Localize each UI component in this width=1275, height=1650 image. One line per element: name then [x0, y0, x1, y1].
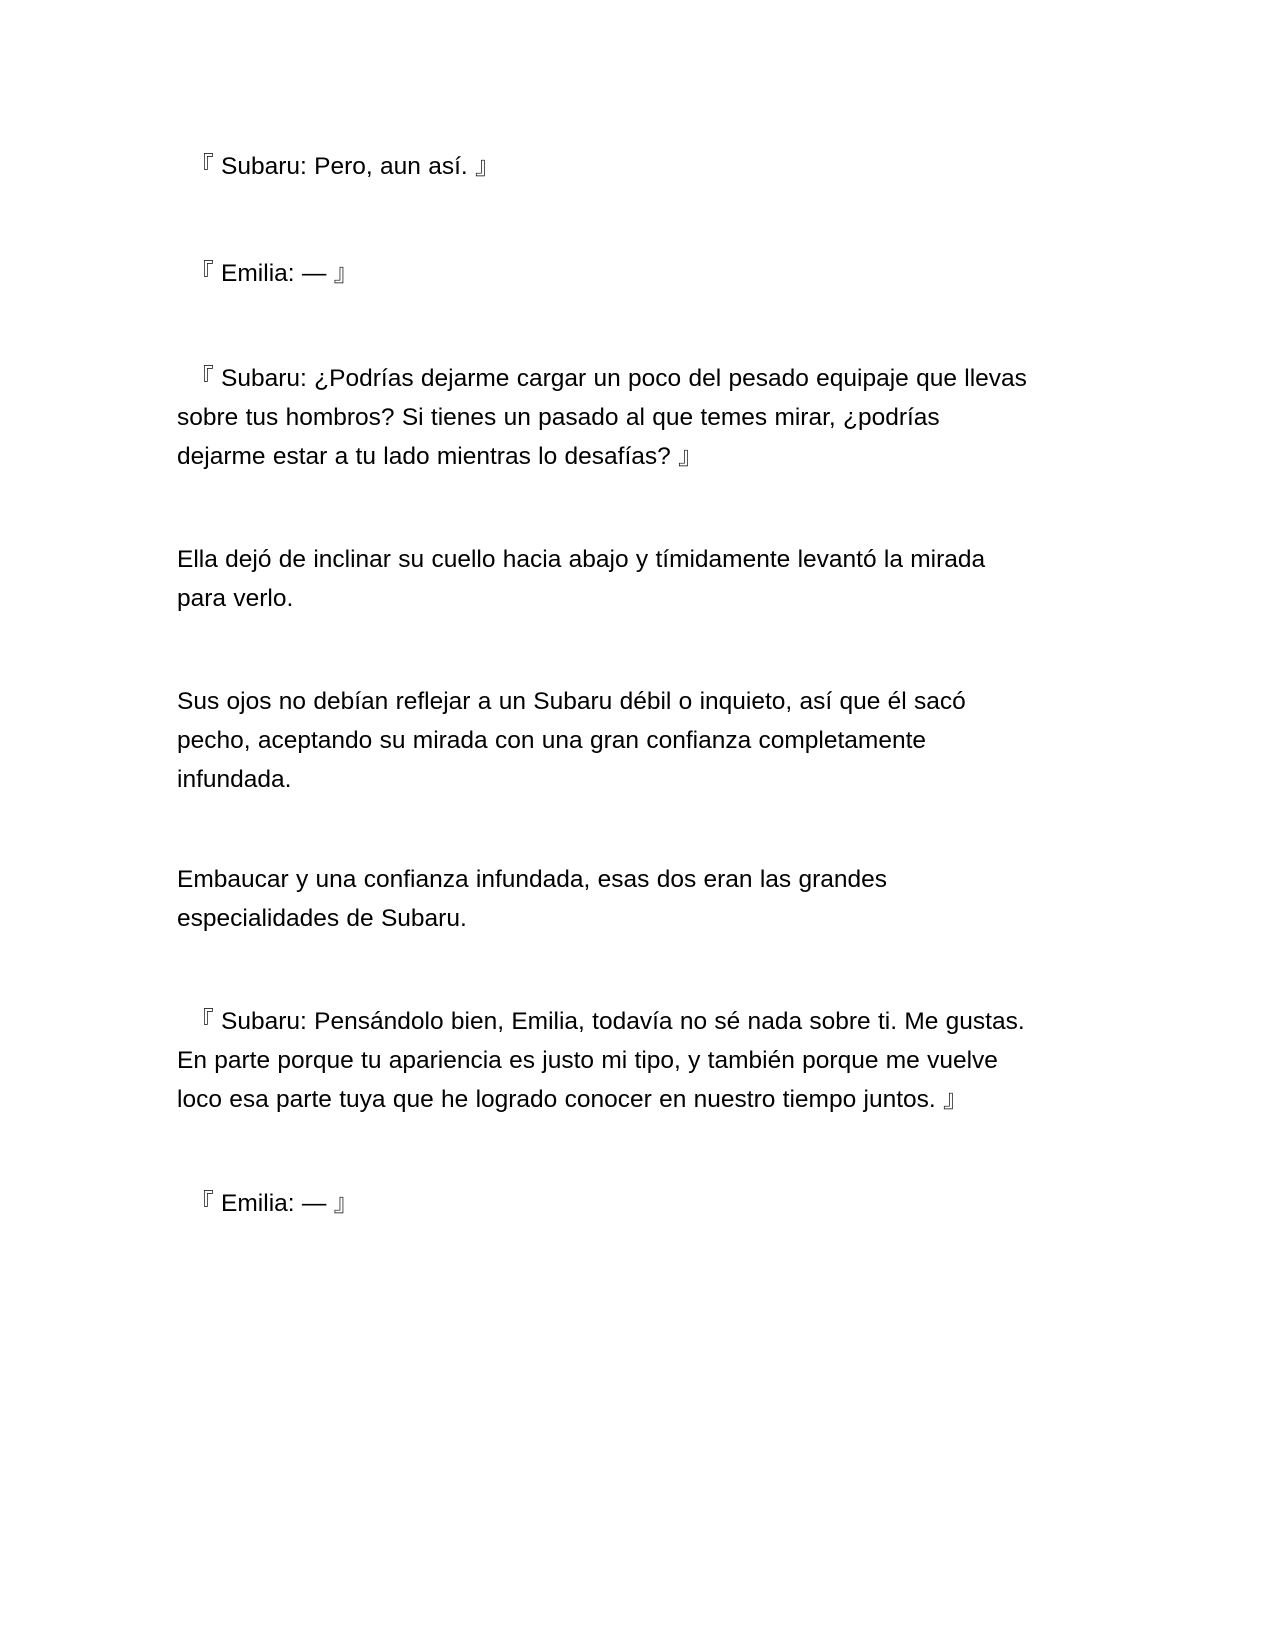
- dialogue-subaru-3: [177, 1002, 1097, 1119]
- text-line: pecho, aceptando su mirada con una gran confianza completamente: [177, 727, 927, 754]
- text-line: Embaucar y una confianza infundada, esas dos eran las grandes: [177, 866, 888, 893]
- text-line: 『 Subaru: Pensándolo bien, Emilia, todavía no sé nada sobre ti. Me gustas.: [177, 1008, 1025, 1035]
- dialogue-subaru-1: [177, 147, 1097, 186]
- text-line: para verlo.: [177, 585, 294, 612]
- narration-paragraph-1: [177, 540, 1097, 618]
- narration-paragraph-2: [177, 682, 1097, 799]
- narration-paragraph-3: [177, 860, 1097, 938]
- text-line: loco esa parte tuya que he logrado conocer en nuestro tiempo juntos. 』: [177, 1086, 968, 1113]
- text-line: 『 Emilia: — 』: [177, 1190, 359, 1217]
- text-line: sobre tus hombros? Si tienes un pasado al que temes mirar, ¿podrías: [177, 404, 940, 431]
- text-line: Sus ojos no debían reflejar a un Subaru débil o inquieto, así que él sacó: [177, 688, 966, 715]
- text-line: especialidades de Subaru.: [177, 905, 467, 932]
- text-line: En parte porque tu apariencia es justo mi tipo, y también porque me vuelve: [177, 1047, 998, 1074]
- text-line: 『 Subaru: ¿Podrías dejarme cargar un poco del pesado equipaje que llevas: [177, 365, 1027, 392]
- text-line: dejarme estar a tu lado mientras lo desafías? 』: [177, 443, 703, 470]
- text-line: 『 Emilia: — 』: [177, 260, 359, 287]
- text-line: infundada.: [177, 766, 292, 793]
- text-line: Ella dejó de inclinar su cuello hacia abajo y tímidamente levantó la mirada: [177, 546, 986, 573]
- dialogue-subaru-2: [177, 359, 1097, 476]
- dialogue-emilia-1: [177, 254, 1097, 293]
- dialogue-emilia-2: [177, 1184, 1097, 1223]
- text-line: 『 Subaru: Pero, aun así. 』: [177, 153, 500, 180]
